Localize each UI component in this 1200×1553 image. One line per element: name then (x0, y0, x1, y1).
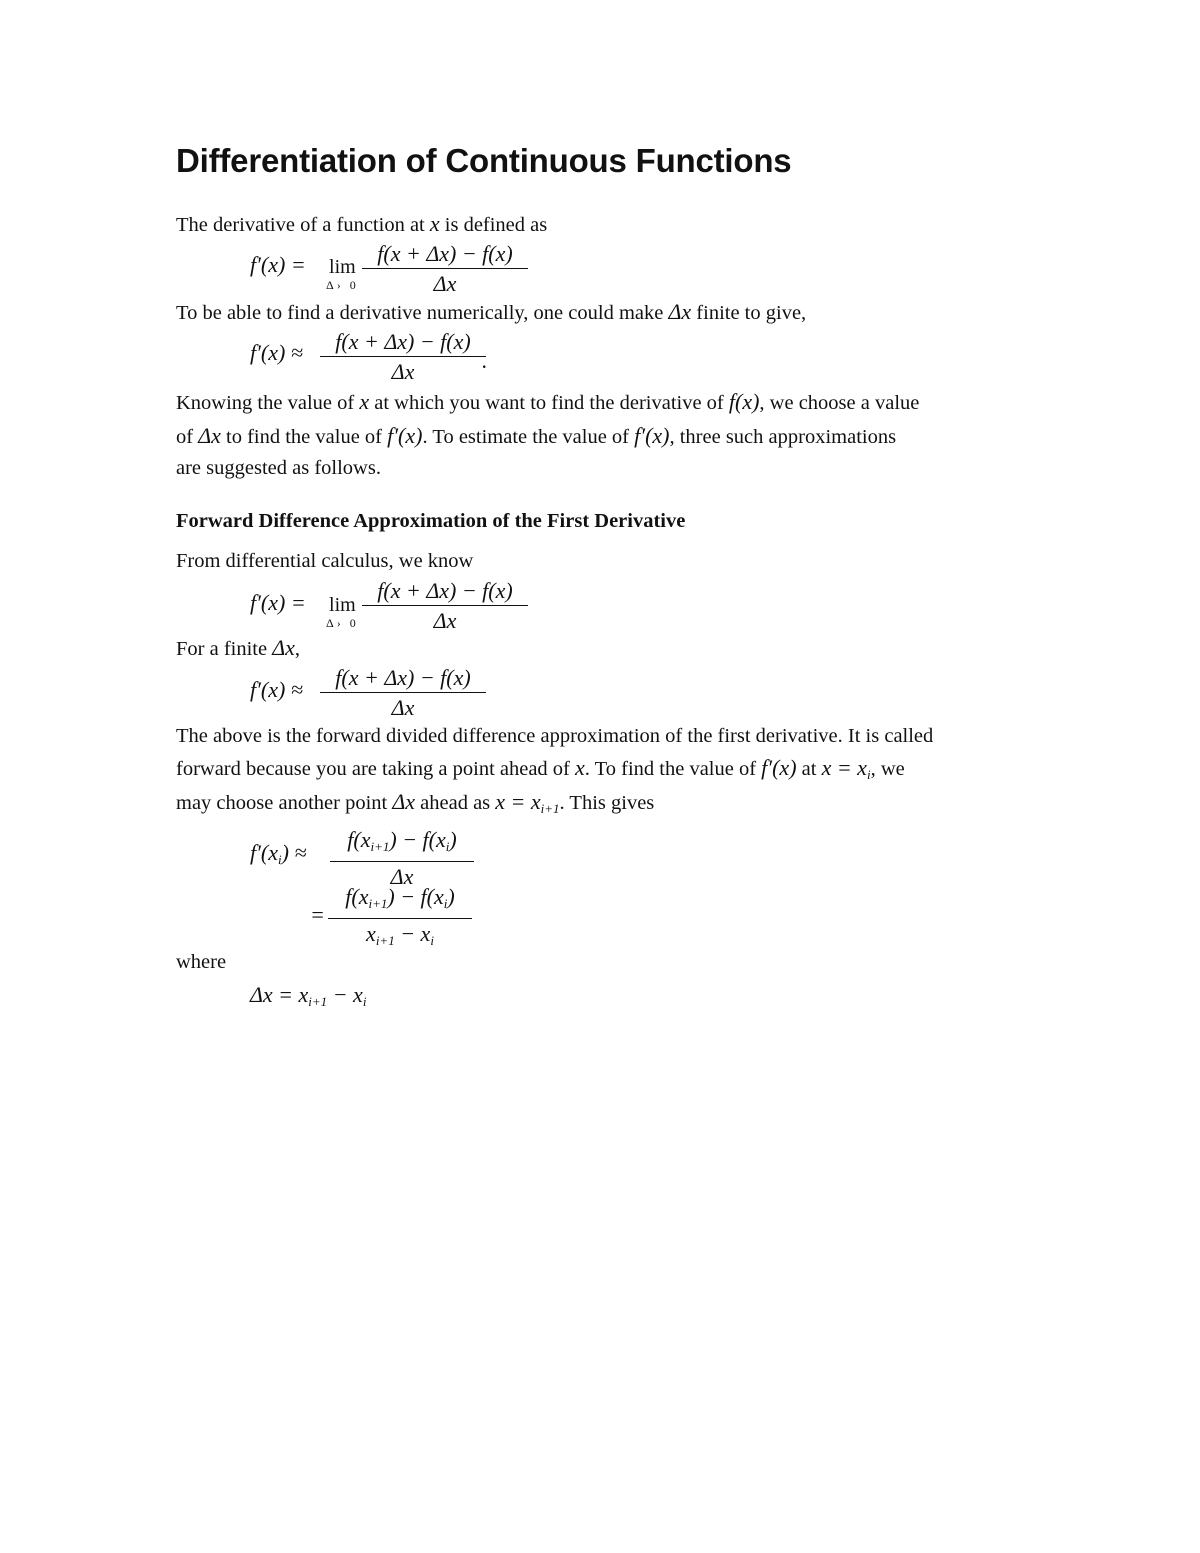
expr: ) ≈ (281, 840, 307, 865)
numerator: f(x + Δx) − f(x) (320, 328, 486, 357)
eq-fprime-xi-lhs (250, 840, 307, 868)
expr: ) − f(x (389, 827, 446, 852)
eq-fprime-lhs: f′(x) = (250, 590, 306, 615)
expr: x = x (821, 755, 867, 780)
subscript: i (445, 839, 450, 854)
text: finite to give, (696, 302, 807, 324)
expr: ) − f(x (387, 884, 444, 909)
limit-operator (326, 594, 359, 629)
text: of (176, 426, 194, 448)
denominator: Δx (390, 864, 414, 889)
text: The derivative of a function at (176, 214, 425, 236)
eq-fprime-approx-lhs: f′(x) ≈ (250, 677, 303, 702)
subscript: i (278, 852, 282, 867)
expr: − x (394, 921, 431, 946)
lim-subscript: Δ› 0 (326, 616, 359, 630)
fraction-definition (362, 240, 528, 299)
intro-para-3-line-2 (176, 420, 896, 453)
subscript: i+1 (375, 933, 395, 948)
intro-line-2 (176, 296, 806, 329)
section-heading: Forward Difference Approximation of the First Derivative (176, 510, 686, 532)
numerator (330, 826, 474, 862)
text: . To estimate the value of (422, 426, 630, 448)
expr: f′(x (250, 840, 279, 865)
denominator: Δx (433, 271, 457, 296)
expr: ) (447, 884, 455, 909)
eq-dx-def (250, 982, 366, 1010)
subscript: i+1 (370, 839, 390, 854)
subscript: i+1 (368, 896, 388, 911)
section-line-2 (176, 632, 300, 665)
numerator: f(x + Δx) − f(x) (362, 577, 528, 606)
text: , three such approximations (669, 426, 897, 448)
fraction-approx (320, 328, 486, 387)
text: Knowing the value of (176, 392, 355, 414)
x-eq-xi1 (495, 789, 559, 814)
x-eq-xi (822, 755, 871, 780)
var-dx: Δx (272, 635, 295, 660)
expr: Δx = x (250, 982, 309, 1007)
denominator: Δx (391, 359, 415, 384)
section-line-1: From differential calculus, we know (176, 550, 474, 572)
fraction-approx (320, 664, 486, 723)
subscript: i (362, 994, 367, 1009)
numerator (328, 883, 472, 919)
eq-fprime-lhs: f′(x) = (250, 252, 306, 277)
fprime-of-x: f′(x) (387, 423, 423, 448)
text: , (294, 638, 301, 660)
fraction-xi-xi1 (328, 883, 472, 956)
subscript: i+1 (540, 801, 560, 816)
var-x: x (575, 755, 585, 780)
text: , we (870, 758, 905, 780)
expr: f(x (347, 827, 371, 852)
var-dx: Δx (198, 423, 221, 448)
subscript: i (430, 933, 434, 948)
denominator: Δx (391, 695, 415, 720)
lim-subscript: Δ› 0 (326, 278, 359, 292)
where-label: where (176, 951, 227, 973)
numerator: f(x + Δx) − f(x) (320, 664, 486, 693)
text: at which you want to find the derivative of (374, 392, 724, 414)
subscript: i (443, 896, 448, 911)
page-title: Differentiation of Continuous Functions (176, 142, 792, 179)
text: may choose another point (176, 792, 388, 814)
fprime-of-x: f′(x) (761, 755, 797, 780)
subscript: i+1 (308, 994, 328, 1009)
text: For a finite (176, 638, 268, 660)
denominator (328, 919, 472, 956)
fraction-definition (362, 577, 528, 636)
section-para-2-line-1: The above is the forward divided difference approximation of the first derivative. It is called (176, 725, 934, 747)
var-dx: Δx (668, 299, 692, 324)
text: . This gives (559, 792, 655, 814)
intro-line-1 (176, 208, 547, 241)
expr: x = x (495, 789, 541, 814)
text: is defined as (444, 214, 548, 236)
lim-label: lim (329, 594, 356, 616)
text: to find the value of (226, 426, 382, 448)
fprime-of-x: f′(x) (634, 423, 670, 448)
numerator: f(x + Δx) − f(x) (362, 240, 528, 269)
eq-fprime-approx-lhs: f′(x) ≈ (250, 340, 303, 365)
intro-para-3-line-3: are suggested as follows. (176, 457, 381, 479)
var-x: x (429, 211, 440, 236)
section-para-2-line-3 (176, 786, 654, 825)
subscript: i (866, 767, 871, 782)
text: To be able to find a derivative numerically, one could make (176, 302, 664, 324)
f-of-x: f(x) (728, 389, 760, 414)
text: forward because you are taking a point ahead of (176, 758, 570, 780)
expr: f(x (345, 884, 369, 909)
expr: ) (449, 827, 457, 852)
intro-para-3-line-1 (176, 386, 919, 419)
expr: − x (327, 982, 363, 1007)
text: , we choose a value (759, 392, 920, 414)
text: at (801, 758, 817, 780)
var-x: x (359, 389, 370, 414)
var-dx: Δx (392, 789, 416, 814)
expr: x (366, 921, 376, 946)
denominator: Δx (433, 608, 457, 633)
period: . (482, 348, 488, 373)
text: ahead as (420, 792, 491, 814)
text: . To find the value of (584, 758, 757, 780)
equals-sign: = (310, 902, 325, 927)
lim-label: lim (329, 256, 356, 278)
limit-operator (326, 256, 359, 291)
